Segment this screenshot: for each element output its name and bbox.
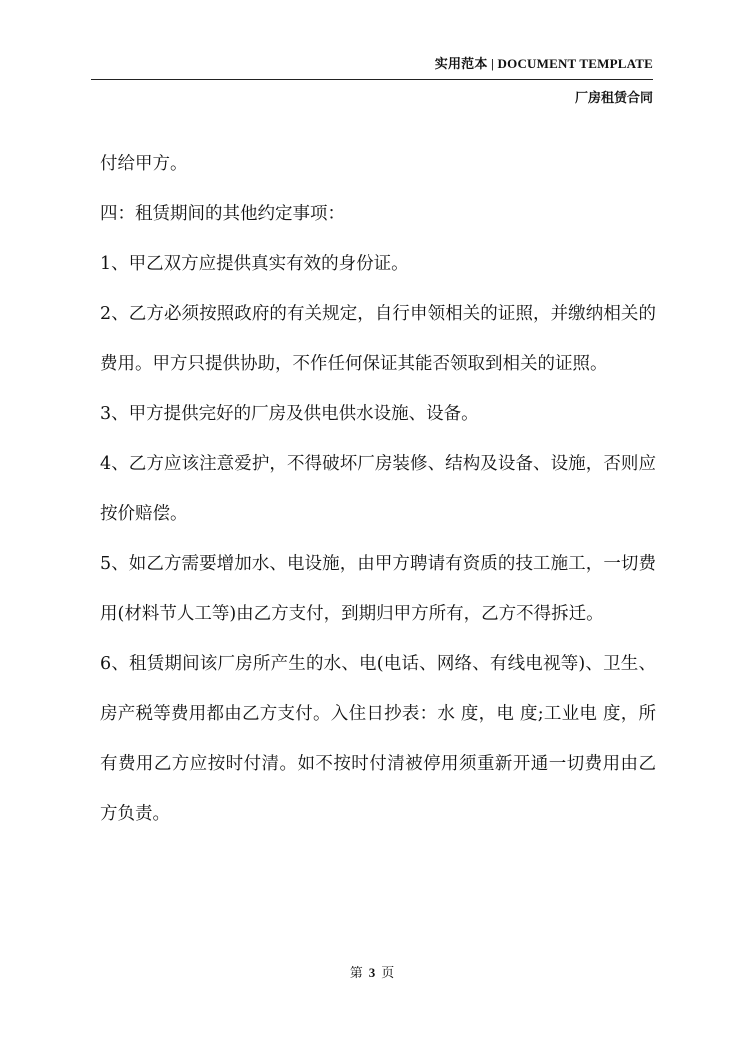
- clause-5: 5、如乙方需要增加水、电设施，由甲方聘请有资质的技工施工，一切费用(材料节人工等)由乙方支付，到期归甲方所有，乙方不得拆迁。: [100, 554, 656, 624]
- section-heading-other-terms: 四：租赁期间的其他约定事项：: [100, 204, 345, 224]
- clause-1: 1、甲乙双方应提供真实有效的身份证。: [100, 254, 409, 274]
- header-document-template: 实用范本 | DOCUMENT TEMPLATE: [434, 56, 653, 71]
- clause-4: 4、乙方应该注意爱护，不得破坏厂房装修、结构及设备、设施，否则应按价赔偿。: [100, 454, 656, 524]
- page-prefix: 第: [349, 966, 363, 981]
- clause-3: 3、甲方提供完好的厂房及供电供水设施、设备。: [100, 404, 479, 424]
- page-number: 3: [368, 965, 376, 980]
- page-footer: [0, 962, 744, 981]
- document-body: [100, 139, 656, 839]
- clause-2: 2、乙方必须按照政府的有关规定，自行申领相关的证照，并缴纳相关的费用。甲方只提供协助，不作任何保证其能否领取到相关的证照。: [100, 304, 656, 374]
- clause-6: 6、租赁期间该厂房所产生的水、电(电话、网络、有线电视等)、卫生、房产税等费用都由乙方支付。入住日抄表：水 度，电 度;工业电 度，所有费用乙方应按时付清。如不按时付清被停用须重新开通一切费用由乙方负责。: [100, 654, 656, 824]
- page-suffix: 页: [381, 966, 395, 981]
- paragraph-continuation: 付给甲方。: [100, 154, 188, 174]
- header-divider: [91, 79, 653, 80]
- header-doc-title: 厂房租赁合同: [574, 91, 653, 106]
